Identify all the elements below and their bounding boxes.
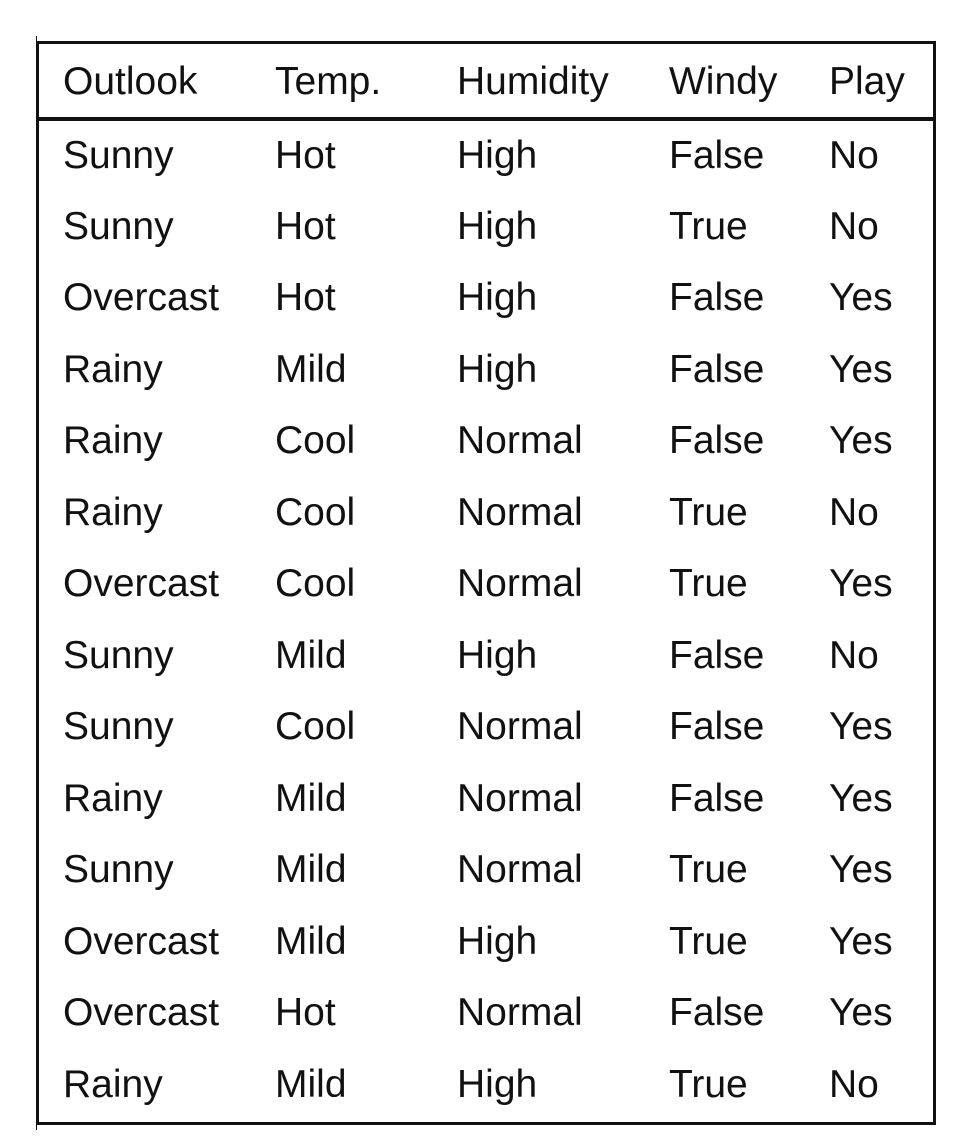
cell-outlook: Rainy: [63, 776, 163, 820]
table-row: [39, 1049, 933, 1121]
cell-temp: Mild: [275, 347, 347, 391]
table-row: [39, 477, 933, 549]
cell-windy: False: [669, 776, 765, 820]
cell-play: Yes: [829, 848, 893, 892]
cell-play: Yes: [829, 347, 893, 391]
table-row: [39, 334, 933, 406]
table-row: [39, 262, 933, 334]
table-row: [39, 906, 933, 978]
cell-humidity: Normal: [457, 991, 583, 1035]
table-row: [39, 191, 933, 263]
cell-play: No: [829, 490, 879, 534]
header-windy: Windy: [669, 44, 829, 119]
cell-play: No: [829, 204, 879, 248]
cell-play: Yes: [829, 276, 893, 320]
cell-play: Yes: [829, 776, 893, 820]
table-row: [39, 620, 933, 692]
table-row: [39, 548, 933, 620]
cell-play: Yes: [829, 562, 893, 606]
cell-windy: False: [669, 134, 765, 178]
cell-windy: False: [669, 991, 765, 1035]
header-outlook: Outlook: [39, 44, 275, 119]
header-temp: Temp.: [275, 44, 457, 119]
cell-humidity: High: [457, 347, 538, 391]
table-body: [39, 119, 933, 1120]
cell-humidity: High: [457, 276, 538, 320]
cell-windy: False: [669, 276, 765, 320]
weather-play-table: [39, 44, 933, 1120]
cell-humidity: High: [457, 134, 538, 178]
cell-humidity: High: [457, 919, 538, 963]
cell-humidity: Normal: [457, 848, 583, 892]
cell-windy: True: [669, 848, 748, 892]
cell-temp: Cool: [275, 705, 356, 749]
table-row: [39, 763, 933, 835]
cell-outlook: Sunny: [63, 848, 174, 892]
cell-temp: Hot: [275, 134, 336, 178]
cell-windy: False: [669, 347, 765, 391]
cell-outlook: Sunny: [63, 633, 174, 677]
cell-outlook: Overcast: [63, 276, 220, 320]
cell-temp: Mild: [275, 848, 347, 892]
cell-humidity: High: [457, 204, 538, 248]
cell-temp: Hot: [275, 276, 336, 320]
cell-outlook: Rainy: [63, 1062, 163, 1106]
cell-temp: Mild: [275, 633, 347, 677]
table-row: [39, 405, 933, 477]
weather-table-frame: [36, 41, 936, 1125]
cell-outlook: Rainy: [63, 490, 163, 534]
cell-humidity: Normal: [457, 776, 583, 820]
cell-temp: Cool: [275, 562, 356, 606]
cell-temp: Hot: [275, 991, 336, 1035]
cell-outlook: Overcast: [63, 991, 220, 1035]
cell-outlook: Sunny: [63, 134, 174, 178]
cell-windy: True: [669, 562, 748, 606]
cell-play: No: [829, 1062, 879, 1106]
cell-windy: True: [669, 204, 748, 248]
cell-play: No: [829, 134, 879, 178]
header-humidity: Humidity: [457, 44, 669, 119]
cell-outlook: Sunny: [63, 204, 174, 248]
cell-temp: Mild: [275, 919, 347, 963]
cell-humidity: Normal: [457, 490, 583, 534]
cell-humidity: High: [457, 1062, 538, 1106]
cell-windy: True: [669, 1062, 748, 1106]
cell-outlook: Overcast: [63, 562, 220, 606]
cell-temp: Hot: [275, 204, 336, 248]
table-row: [39, 977, 933, 1049]
cell-temp: Mild: [275, 776, 347, 820]
cell-temp: Mild: [275, 1062, 347, 1106]
cell-windy: False: [669, 705, 765, 749]
cell-humidity: Normal: [457, 419, 583, 463]
cell-windy: True: [669, 919, 748, 963]
cell-play: Yes: [829, 919, 893, 963]
table-row: [39, 119, 933, 191]
table-row: [39, 691, 933, 763]
header-play: Play: [829, 44, 933, 119]
table-row: [39, 834, 933, 906]
cell-windy: False: [669, 419, 765, 463]
cell-humidity: High: [457, 633, 538, 677]
cell-humidity: Normal: [457, 705, 583, 749]
cell-windy: False: [669, 633, 765, 677]
cell-play: Yes: [829, 419, 893, 463]
cell-temp: Cool: [275, 419, 356, 463]
cell-outlook: Rainy: [63, 347, 163, 391]
cell-outlook: Sunny: [63, 705, 174, 749]
table-header-row: [39, 44, 933, 119]
cell-humidity: Normal: [457, 562, 583, 606]
cell-temp: Cool: [275, 490, 356, 534]
cell-outlook: Overcast: [63, 919, 220, 963]
cell-outlook: Rainy: [63, 419, 163, 463]
cell-play: Yes: [829, 991, 893, 1035]
cell-play: No: [829, 633, 879, 677]
cell-play: Yes: [829, 705, 893, 749]
cell-windy: True: [669, 490, 748, 534]
